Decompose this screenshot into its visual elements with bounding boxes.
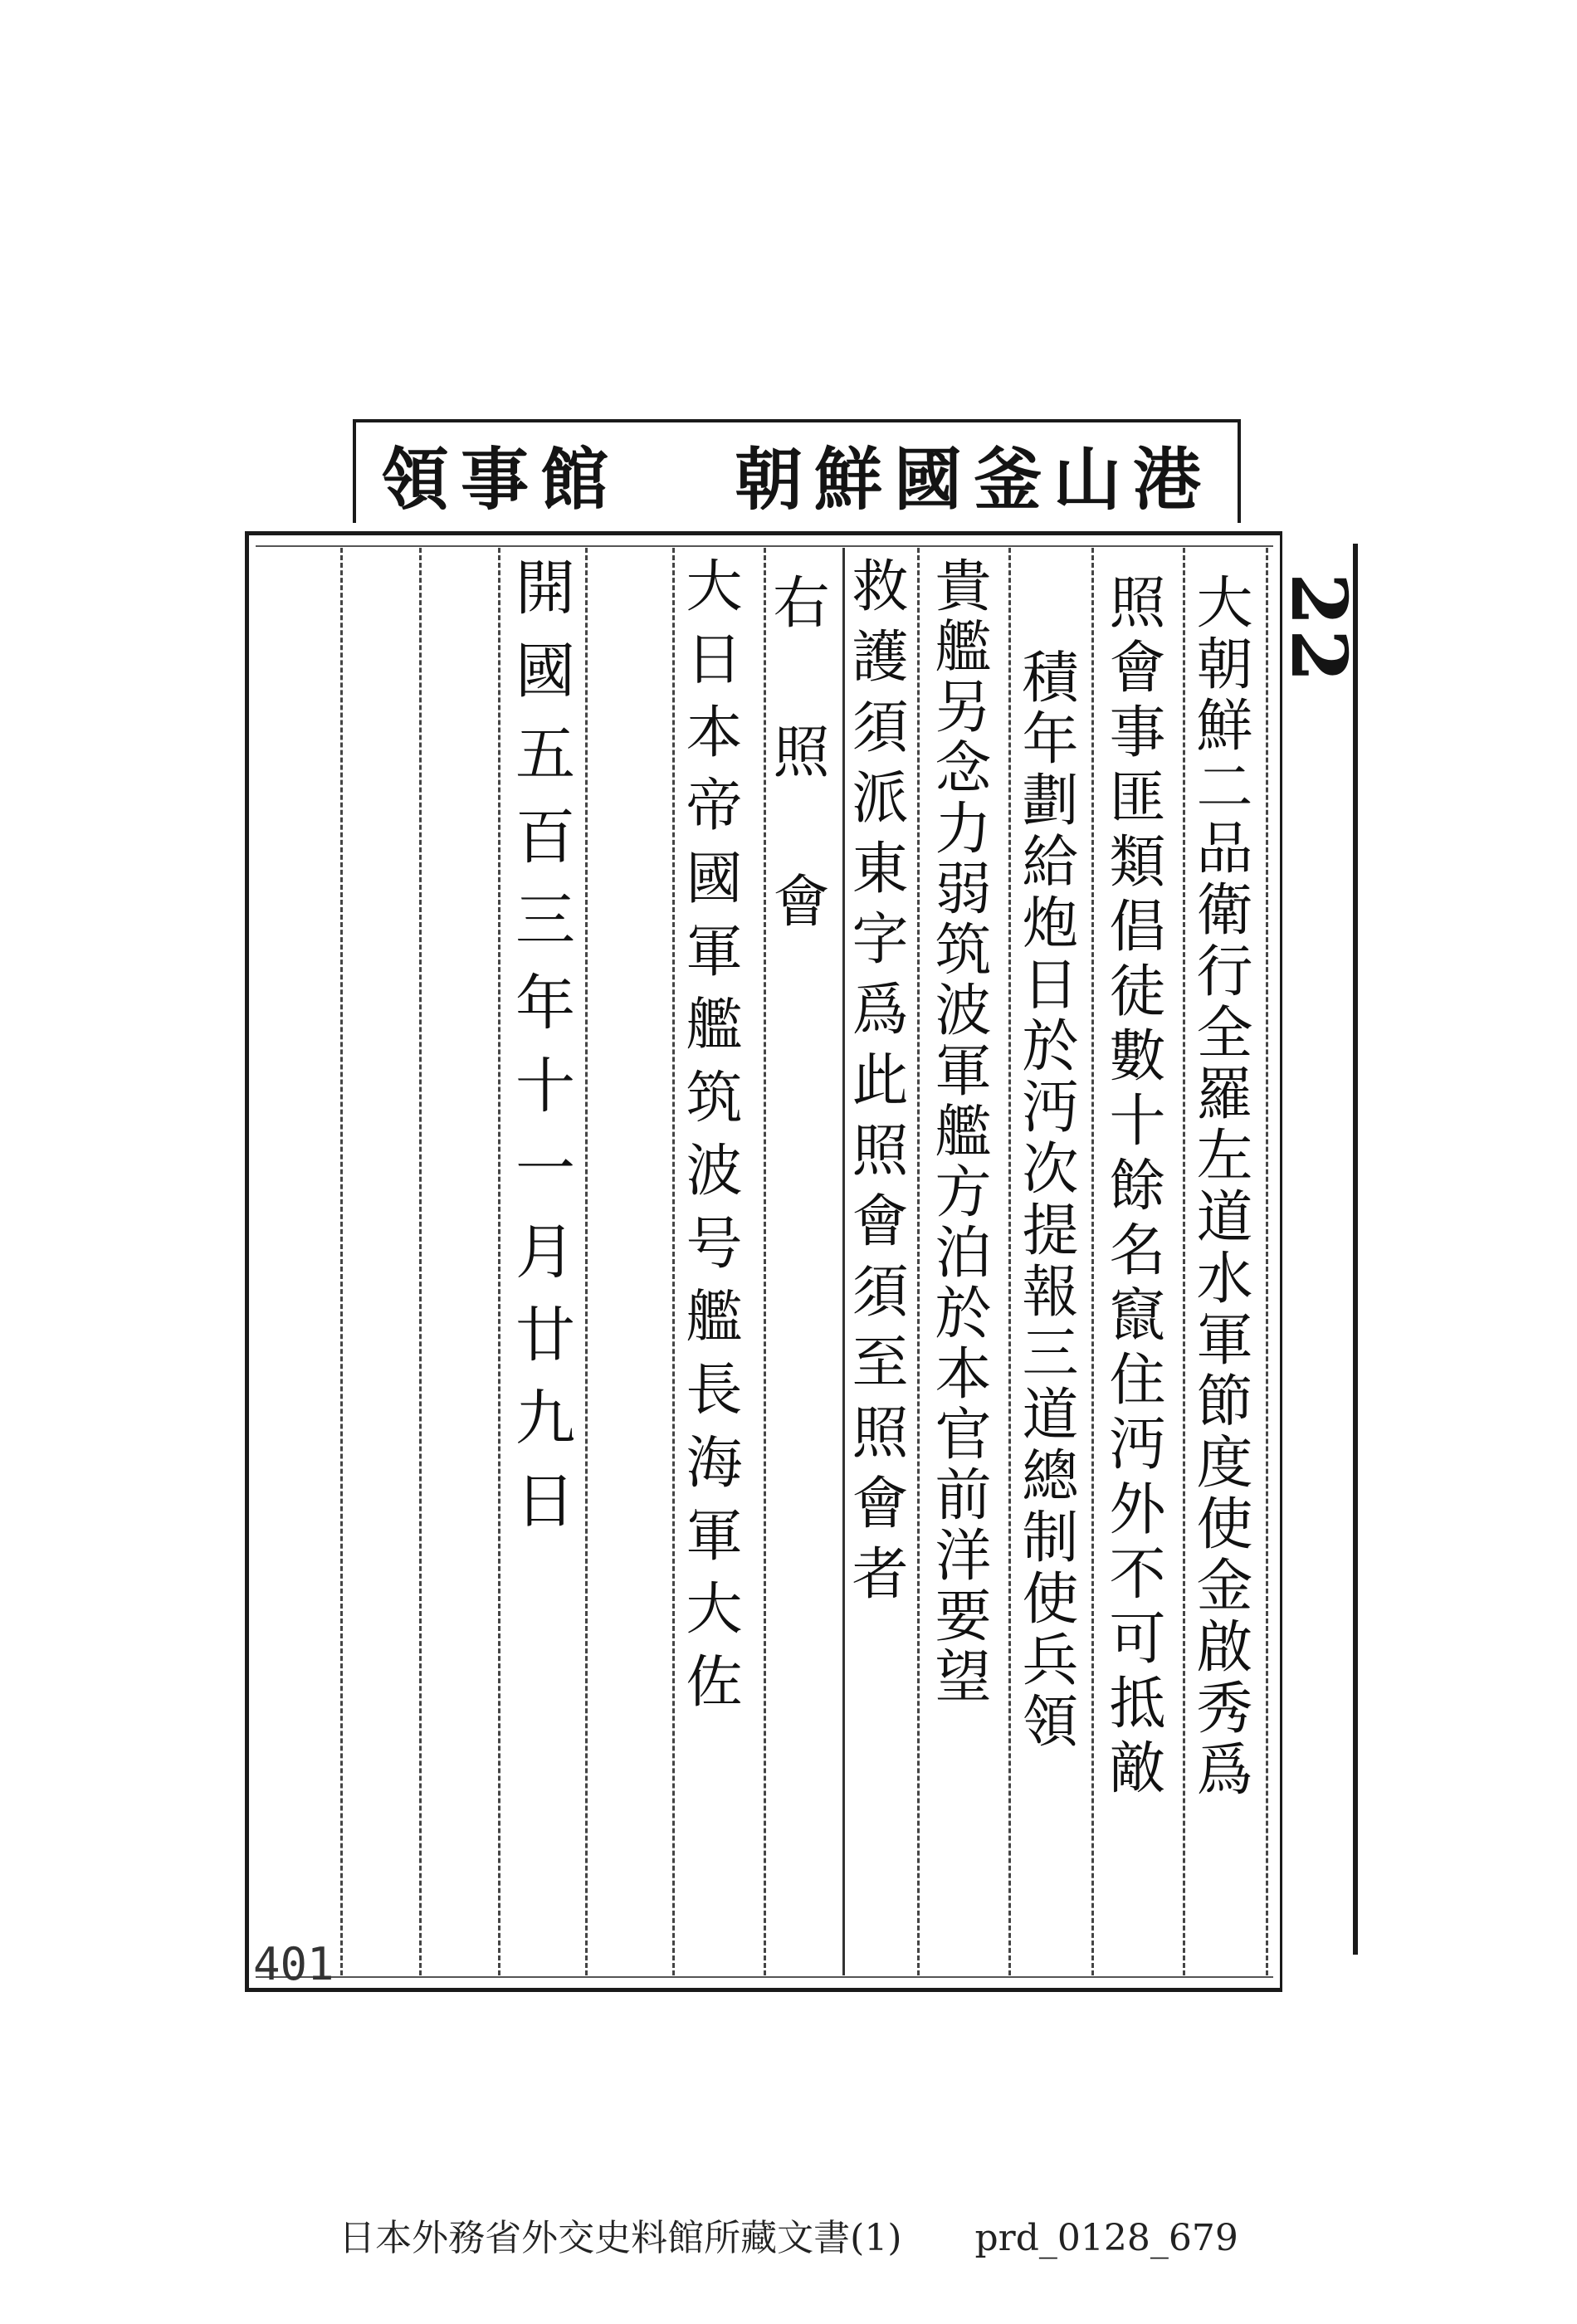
letterhead-port: 朝鮮國釜山港: [734, 440, 1213, 520]
frame-right-outer-rule: [1353, 544, 1358, 1955]
text-column: 救護須派東字爲此照會須至照會者: [842, 556, 908, 1614]
text-column: 照會事匪類倡徒數十餘名竄住沔外不可抵敵: [1100, 573, 1165, 1803]
column-rule: [1183, 548, 1185, 1975]
letterhead-box: [353, 419, 1241, 523]
frame-top-inner-rule: [256, 545, 1273, 547]
column-rule: [419, 548, 422, 1975]
column-rule: [585, 548, 588, 1975]
source-caption: 日本外務省外交史料館所藏文書(1) prd_0128_679: [339, 2217, 1238, 2259]
text-column: 貴艦另念力弱筑波軍艦方泊於本官前洋要望: [925, 556, 991, 1707]
archive-page-number: 401: [253, 1938, 334, 1990]
document-number-mark: 22: [1274, 573, 1364, 686]
text-column: 右 照 會: [764, 573, 829, 946]
text-column: 積年劃給炮日於沔次提報三道總制使兵領: [1013, 647, 1078, 1753]
text-column: 大日本帝國軍艦筑波号艦長海軍大佐: [676, 556, 742, 1725]
column-rule: [672, 548, 675, 1975]
column-rule: [1008, 548, 1011, 1975]
frame-bottom-inner-rule: [256, 1976, 1273, 1978]
column-rule: [340, 548, 343, 1975]
column-rule: [1266, 548, 1268, 1975]
text-column: 大朝鮮二品衛行全羅左道水軍節度使金啟秀爲: [1187, 573, 1252, 1801]
letterhead-consulate: 領事館: [381, 440, 621, 520]
column-rule: [498, 548, 500, 1975]
column-rule: [917, 548, 920, 1975]
text-column-date: 開國五百三年十一月廿九日: [505, 556, 575, 1552]
column-rule: [1091, 548, 1094, 1975]
